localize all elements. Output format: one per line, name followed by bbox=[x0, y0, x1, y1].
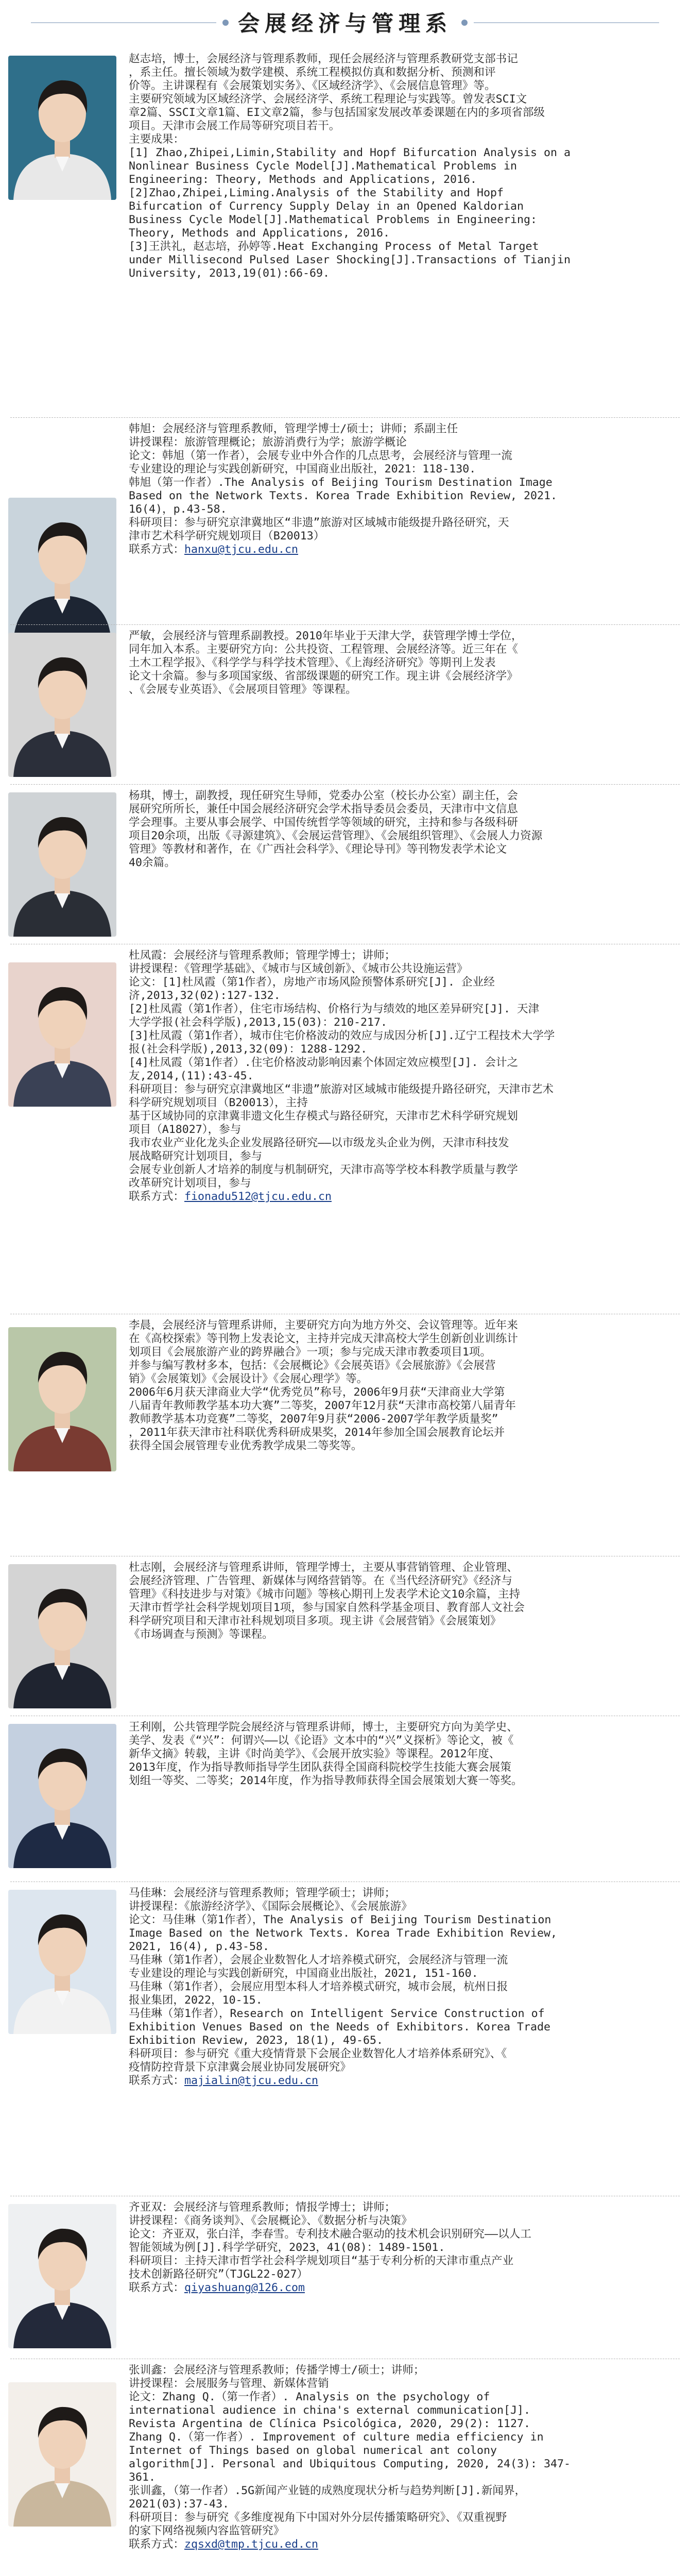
faculty-section bbox=[0, 628, 690, 782]
bio-line: Exhibition Review, 2023, 18(1), 49-65. bbox=[129, 2034, 384, 2047]
faculty-bio bbox=[129, 422, 680, 556]
bio-line: 在《高校探索》等刊物上发表论文，主持并完成天津高校大学生创新创业训练计 bbox=[129, 1332, 518, 1345]
email-link[interactable]: hanxu@tjcu.edu.cn bbox=[184, 543, 298, 556]
bio-line: 杜志刚，会展经济与管理系讲师，管理学博士，主要从事营销管理、企业管理、 bbox=[129, 1561, 518, 1574]
bio-line: 划组一等奖、二等奖；2014年度，作为指导教师获得全国会展策划大赛一等奖。 bbox=[129, 1774, 523, 1787]
bio-line: Engineering: Theory, Methods and Applications, 2016. bbox=[129, 173, 477, 186]
bio-line: University, 2013,19(01):66-69. bbox=[129, 267, 330, 280]
bio-line: 科学研究项目和天津市社科规划项目多项。现主讲《会展营销》《会展策划》 bbox=[129, 1615, 502, 1628]
bio-line: 会展专业创新人才培养的制度与机制研究，天津市高等学校本科教学质量与教学 bbox=[129, 1163, 518, 1176]
bio-line: 韩旭：会展经济与管理系教师，管理学博士/硕士；讲师；系副主任 bbox=[129, 422, 458, 435]
bio-line: 论文：韩旭（第一作者），会展专业中外合作的几点思考，会展经济与管理一流 bbox=[129, 449, 512, 462]
faculty-photo bbox=[8, 962, 116, 1107]
faculty-bio bbox=[129, 789, 680, 870]
bio-line: 杨琪，博士，副教授，现任研究生导师，党委办公室（校长办公室）副主任，会 bbox=[129, 789, 518, 802]
bio-line: 学会理事。主要从事会展学、中国传统哲学等领域的研究，主持和参与各级科研 bbox=[129, 816, 518, 829]
bio-line: Image Based on the Network Texts. Korea Trade Exhibition Review, bbox=[129, 1927, 558, 1940]
faculty-section bbox=[0, 787, 690, 942]
email-link[interactable]: zqsxd@tmp.tjcu.ed.cn bbox=[184, 2538, 318, 2551]
faculty-photo bbox=[8, 498, 116, 642]
faculty-section bbox=[0, 947, 690, 1312]
bio-line: under Millisecond Pulsed Laser Shocking[J].Transactions of Tianjin bbox=[129, 253, 571, 266]
bio-line: 讲授课程：《旅游经济学》、《国际会展概论》、《会展旅游》 bbox=[129, 1900, 412, 1913]
bio-line: 张训鑫：会展经济与管理系教师；传播学博士/硕士；讲师； bbox=[129, 2364, 425, 2377]
bio-line: 科研项目：参与研究京津冀地区“非遗”旅游对区域城市能级提升路径研究，天 bbox=[129, 516, 509, 529]
bio-line: 会展经济管理、广告管理、新媒体与网络营销等。在《当代经济研究》《经济与 bbox=[129, 1574, 512, 1587]
faculty-section bbox=[0, 1719, 690, 1879]
header-ornament-left bbox=[222, 20, 229, 26]
bio-line: 获得全国会展管理专业优秀教学成果二等奖等。 bbox=[129, 1439, 363, 1452]
bio-line: 项目（A18027），参与 bbox=[129, 1123, 242, 1136]
bio-line: 2006年6月获天津商业大学“优秀党员”称号，2006年9月获“天津商业大学第 bbox=[129, 1386, 505, 1399]
bio-line: 报业集团，2022，10-15. bbox=[129, 1994, 263, 2007]
bio-line: 论文：马佳琳（第1作者），The Analysis of Beijing Tourism Destination bbox=[129, 1913, 551, 1926]
bio-line: 八届青年教师教学基本功大赛”二等奖，2007年12月获“天津市高校第八届青年 bbox=[129, 1399, 516, 1412]
faculty-photo bbox=[8, 1564, 116, 1708]
bio-line: 论文：[1]杜凤霞（第1作者），房地产市场风险预警体系研究[J]. 企业经 bbox=[129, 976, 495, 989]
faculty-bio bbox=[129, 53, 680, 280]
bio-line: [2]Zhao,Zhipei,Liming.Analysis of the Stability and Hopf bbox=[129, 187, 504, 199]
bio-line: 基于区域协同的京津冀非遗文化生存模式与路径研究，天津市艺术科学研究规划 bbox=[129, 1110, 518, 1123]
bio-line: 2021(03):37-43. bbox=[129, 2498, 230, 2511]
bio-line: 专业建设的理论与实践创新研究，中国商业出版社，2021, 151-160. bbox=[129, 1967, 478, 1980]
bio-line: 报(社会科学版),2013,32(09)：1288-1292. bbox=[129, 1043, 368, 1056]
bio-line: 管理》等教材和著作，在《广西社会科学》、《理论导刊》等刊物发表学术论文 bbox=[129, 843, 507, 856]
bio-line: 展战略研究计划项目，参与 bbox=[129, 1150, 263, 1163]
faculty-section bbox=[0, 1317, 690, 1554]
bio-line: Revista Argentina de Clínica Psicológica, 2020, 29(2): 1127. bbox=[129, 2417, 531, 2430]
bio-line: Zhang Q.（第一作者）. Improvement of culture media efficiency in bbox=[129, 2431, 544, 2444]
faculty-photo bbox=[8, 56, 116, 200]
bio-line: 同年加入本系。主要研究方向：公共投资、工程管理、会展经济等。近三年在《 bbox=[129, 643, 518, 656]
bio-line: 美学、发表《“兴”：何谓兴——以《论语》文本中的“兴”义探析》等论文，被《 bbox=[129, 1734, 514, 1747]
bio-line: 我市农业产业化龙头企业发展路径研究——以市级龙头企业为例，天津市科技发 bbox=[129, 1137, 509, 1149]
bio-line: 李晨，会展经济与管理系讲师，主要研究方向为地方外交、会议管理等。近年来 bbox=[129, 1319, 518, 1332]
bio-line: 改革研究计划项目，参与 bbox=[129, 1177, 251, 1190]
bio-line: 土木工程学报》、《科学学与科学技术管理》、《上海经济研究》等期刊上发表 bbox=[129, 656, 496, 669]
bio-line: 齐亚双：会展经济与管理系教师；情报学博士；讲师； bbox=[129, 2201, 396, 2214]
faculty-bio bbox=[129, 2364, 680, 2551]
contact-label: 联系方式： bbox=[129, 2074, 184, 2087]
bio-line: 2013年度，作为指导教师指导学生团队获得全国商科院校学生技能大赛会展策 bbox=[129, 1761, 512, 1774]
bio-line: 专业建设的理论与实践创新研究，中国商业出版社，2021：118-130. bbox=[129, 463, 476, 476]
contact-label: 联系方式： bbox=[129, 2538, 184, 2551]
bio-line: 40余篇。 bbox=[129, 856, 176, 869]
bio-line: Theory, Methods and Applications, 2016. bbox=[129, 227, 390, 240]
bio-line: 361. bbox=[129, 2471, 156, 2484]
bio-line: 赵志培，博士，会展经济与管理系教师，现任会展经济与管理系教研党支部书记 bbox=[129, 53, 518, 65]
bio-line: [4]杜凤霞（第1作者）.住宅价格波动影响因素个体固定效应模型[J]. 会计之 bbox=[129, 1056, 519, 1069]
bio-line: 项目。天津市会展工作局等研究项目若干。 bbox=[129, 120, 340, 132]
bio-line: 技术创新路径研究”（TJGL22-027） bbox=[129, 2268, 308, 2281]
email-link[interactable]: majialin@tjcu.edu.cn bbox=[184, 2074, 318, 2087]
faculty-bio bbox=[129, 1319, 680, 1453]
bio-line: 韩旭（第一作者）.The Analysis of Beijing Tourism Destination Image bbox=[129, 476, 553, 489]
bio-line: 《市场调查与预测》等课程。 bbox=[129, 1628, 273, 1641]
bio-line: 张训鑫，（第一作者）.5G新闻产业链的成熟度现状分析与趋势判断[J].新闻界， bbox=[129, 2484, 526, 2497]
bio-line: 新华文摘》转载，主讲《时尚美学》、《会展开放实验》等课程。2012年度、 bbox=[129, 1748, 501, 1760]
bio-line: 论文：齐亚双，张白洋，李春雪。专利技术融合驱动的技术机会识别研究——以人工 bbox=[129, 2228, 531, 2241]
page-title: 会展经济与管理系 bbox=[237, 11, 452, 36]
contact-label: 联系方式： bbox=[129, 1190, 184, 1203]
bio-line: 马佳琳（第1作者），会展应用型本科人才培养模式研究，城市会展，杭州日报 bbox=[129, 1980, 508, 1993]
bio-line: algorithm[J]. Personal and Ubiquitous Computing, 2020, 24(3): 347- bbox=[129, 2458, 571, 2470]
bio-line: 章2篇、SSCI文章1篇、EI文章2篇，参与包括国家发展改革委课题在内的多项省部级 bbox=[129, 106, 545, 119]
bio-line: 马佳琳（第1作者），Research on Intelligent Service Construction of bbox=[129, 2007, 545, 2020]
email-link[interactable]: fionadu512@tjcu.edu.cn bbox=[184, 1190, 332, 1203]
bio-line: 项目20余项，出版《寻源建筑》、《会展运营管理》、《会展组织管理》、《会展人力资源 bbox=[129, 829, 543, 842]
faculty-section bbox=[0, 420, 690, 622]
header-rule-right bbox=[474, 22, 659, 23]
bio-line: 销》《会展策划》《会展设计》《会展心理学》等。 bbox=[129, 1372, 368, 1385]
faculty-photo bbox=[8, 1890, 116, 2034]
bio-line: 讲授课程：旅游管理概论；旅游消费行为学；旅游学概论 bbox=[129, 436, 407, 449]
bio-line: [2]杜凤霞（第1作者），住宅市场结构、价格行为与绩效的地区差异研究[J]. 天津 bbox=[129, 1003, 540, 1015]
faculty-bio bbox=[129, 949, 680, 1204]
bio-line: 管理》《科技进步与对策》《城市问题》等核心期刊上发表学术论文10余篇，主持 bbox=[129, 1588, 521, 1601]
header-ornament-right bbox=[461, 20, 468, 26]
bio-line: Exhibition Venues Based on the Needs of Exhibitors. Korea Trade bbox=[129, 2021, 551, 2033]
faculty-section bbox=[0, 1885, 690, 2194]
contact-row bbox=[129, 1190, 680, 1204]
faculty-section bbox=[0, 2199, 690, 2357]
faculty-section bbox=[0, 2362, 690, 2576]
bio-line: 智能领域为例[J].科学学研究，2023，41(08)：1489-1501. bbox=[129, 2241, 445, 2254]
bio-line: 主要研究领域为区域经济学、会展经济学、系统工程理论与实践等。曾发表SCI文 bbox=[129, 93, 527, 106]
bio-line: Internet of Things based on global numerical ant colony bbox=[129, 2444, 497, 2457]
bio-line: 马佳琳：会展经济与管理系教师；管理学硕士；讲师； bbox=[129, 1887, 396, 1900]
contact-row bbox=[129, 543, 680, 556]
bio-line: 济,2013,32(02):127-132. bbox=[129, 989, 281, 1002]
faculty-photo bbox=[8, 2204, 116, 2348]
section-divider bbox=[10, 624, 680, 625]
bio-line: 津市艺术科学研究规划项目（B20013） bbox=[129, 530, 325, 543]
bio-line: 讲授课程：《管理学基础》、《城市与区域创新》、《城市公共设施运营》 bbox=[129, 962, 468, 975]
bio-line: 讲授课程：《商务谈判》、《会展概论》、《数据分析与决策》 bbox=[129, 2214, 412, 2227]
contact-label: 联系方式： bbox=[129, 543, 184, 556]
bio-line: 主要成果： bbox=[129, 133, 184, 146]
bio-line: 划项目《会展旅游产业的跨界融合》一项；参与完成天津市教委项目1项。 bbox=[129, 1346, 492, 1359]
faculty-photo bbox=[8, 2382, 116, 2527]
bio-line: international audience in china's external communication[J]. bbox=[129, 2404, 531, 2417]
bio-line: Based on the Network Texts. Korea Trade Exhibition Review, 2021. bbox=[129, 489, 558, 502]
bio-line: ，2011年获天津市社科联优秀科研成果奖，2014年参加全国会展教育论坛并 bbox=[129, 1426, 505, 1439]
bio-line: 严敏，会展经济与管理系副教授。2010年毕业于天津大学，获管理学博士学位， bbox=[129, 630, 523, 642]
faculty-photo bbox=[8, 633, 116, 777]
section-divider bbox=[10, 417, 680, 418]
page-header bbox=[0, 0, 690, 44]
faculty-section bbox=[0, 50, 690, 415]
faculty-bio bbox=[129, 630, 680, 697]
contact-row bbox=[129, 2538, 680, 2551]
bio-line: 王利刚，公共管理学院会展经济与管理系讲师，博士，主要研究方向为美学史、 bbox=[129, 1721, 518, 1734]
faculty-bio bbox=[129, 1561, 680, 1641]
contact-label: 联系方式： bbox=[129, 2281, 184, 2294]
faculty-photo bbox=[8, 792, 116, 937]
contact-row bbox=[129, 2074, 680, 2088]
bio-line: 论文十余篇。参与多项国家级、省部级课题的研究工作。现主讲《会展经济学》 bbox=[129, 670, 518, 683]
bio-line: 2021, 16(4), p.43-58. bbox=[129, 1940, 270, 1953]
faculty-section bbox=[0, 1559, 690, 1714]
bio-line: 价等。主讲课程有《会展策划实务》、《区域经济学》、《会展信息管理》等。 bbox=[129, 79, 496, 92]
bio-line: ，系主任。擅长领域为数学建模、系统工程模拟仿真和数据分析、预测和评 bbox=[129, 66, 496, 79]
contact-row bbox=[129, 2281, 680, 2295]
bio-line: 讲授课程：会展服务与管理、新媒体营销 bbox=[129, 2377, 329, 2390]
faculty-bio bbox=[129, 2201, 680, 2295]
bio-line: 科研项目：主持天津市哲学社会科学规划项目“基于专利分析的天津市重点产业 bbox=[129, 2255, 514, 2267]
bio-line: Nonlinear Business Cycle Model[J].Mathematical Problems in bbox=[129, 160, 518, 173]
bio-line: 展研究所所长，兼任中国会展经济研究会学术指导委员会委员，天津市中文信息 bbox=[129, 803, 518, 816]
bio-line: 友,2014,(11):43-45. bbox=[129, 1070, 254, 1082]
bio-line: 科研项目：参与研究《重大疫情背景下会展企业数智化人才培养体系研究》、《 bbox=[129, 2047, 507, 2060]
bio-line: [3]王洪礼，赵志培，孙婷等.Heat Exchanging Process of Metal Target bbox=[129, 240, 539, 253]
bio-line: 科研项目：参与研究京津冀地区“非遗”旅游对区域城市能级提升路径研究，天津市艺术 bbox=[129, 1083, 554, 1096]
bio-line: 的家下网络视频内容监管研究》 bbox=[129, 2524, 285, 2537]
bio-line: 天津市哲学社会科学规划项目1项，参与国家自然科学基金项目、教育部人文社会 bbox=[129, 1601, 525, 1614]
bio-line: Bifurcation of Currency Supply Delay in an Opened Kaldorian bbox=[129, 200, 524, 213]
bio-line: Business Cycle Model[J].Mathematical Problems in Engineering: bbox=[129, 213, 538, 226]
bio-line: 马佳琳（第1作者），会展企业数智化人才培养模式研究，会展经济与管理一流 bbox=[129, 1954, 508, 1967]
section-divider bbox=[10, 784, 680, 785]
header-rule-left bbox=[31, 22, 216, 23]
email-link[interactable]: qiyashuang@126.com bbox=[184, 2281, 305, 2294]
bio-line: 大学学报(社会科学版),2013,15(03)：210-217. bbox=[129, 1016, 387, 1029]
faculty-photo bbox=[8, 1724, 116, 1868]
bio-line: [1] Zhao,Zhipei,Limin,Stability and Hopf Bifurcation Analysis on a bbox=[129, 146, 571, 159]
bio-line: 科研项目：参与研究《多维度视角下中国对外分层传播策略研究》、《双重视野 bbox=[129, 2511, 507, 2524]
bio-line: 论文：Zhang Q.（第一作者）. Analysis on the psychology of bbox=[129, 2391, 490, 2403]
bio-line: 科学研究规划项目（B20013），主持 bbox=[129, 1096, 308, 1109]
bio-line: 并参与编写教材多本，包括：《会展概论》《会展英语》《会展旅游》《会展营 bbox=[129, 1359, 496, 1372]
bio-line: [3]杜凤霞（第1作者），城市住宅价格波动的效应与成因分析[J].辽宁工程技术大学学 bbox=[129, 1029, 555, 1042]
faculty-bio bbox=[129, 1721, 680, 1788]
faculty-photo bbox=[8, 1327, 116, 1471]
bio-line: 、《会展专业英语》、《会展项目管理》等课程。 bbox=[129, 683, 357, 696]
bio-line: 教师教学基本功竞赛”二等奖，2007年9月获“2006-2007学年教学质量奖” bbox=[129, 1413, 498, 1426]
bio-line: 杜凤霞：会展经济与管理系教师；管理学博士；讲师； bbox=[129, 949, 396, 962]
bio-line: 16(4)，p.43-58. bbox=[129, 503, 227, 516]
bio-line: 疫情防控背景下京津冀会展业协同发展研究》 bbox=[129, 2061, 351, 2074]
faculty-bio bbox=[129, 1887, 680, 2088]
